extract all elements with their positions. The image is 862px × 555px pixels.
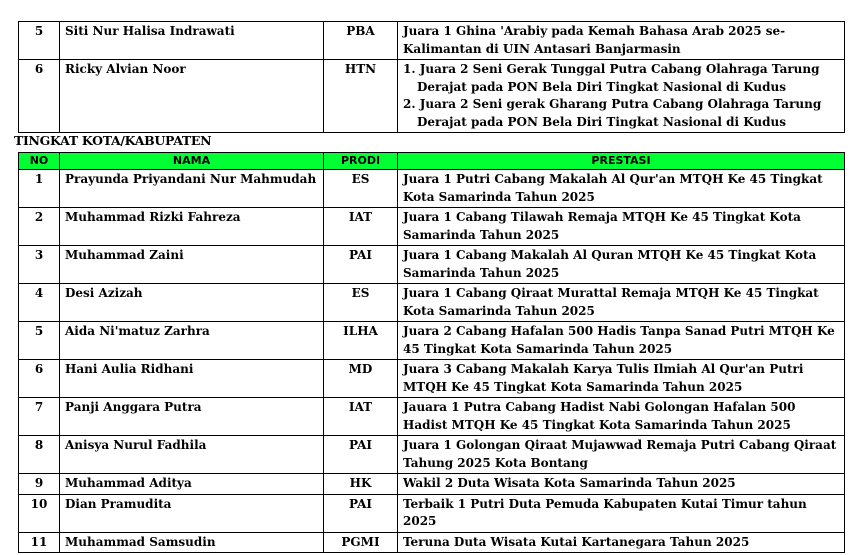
study-program: ES — [324, 170, 398, 208]
study-program: IAT — [324, 398, 398, 436]
achievement: Teruna Duta Wisata Kutai Kartanegara Tahun 2025 — [398, 532, 845, 553]
section-title: TINGKAT KOTA/KABUPATEN — [14, 133, 212, 148]
table-row — [19, 170, 845, 208]
row-number: 8 — [19, 436, 60, 474]
achievement: Juara 1 Cabang Tilawah Remaja MTQH Ke 45 Tingkat Kota Samarinda Tahun 2025 — [398, 208, 845, 246]
student-name: Muhammad Rizki Fahreza — [60, 208, 324, 246]
header-no: NO — [19, 153, 60, 170]
table-row — [19, 398, 845, 436]
achievement: Wakil 2 Duta Wisata Kota Samarinda Tahun 2025 — [398, 474, 845, 495]
table-row — [19, 474, 845, 495]
achievement: Juara 1 Ghina 'Arabiy pada Kemah Bahasa Arab 2025 se-Kalimantan di UIN Antasari Banjarmasin — [398, 22, 845, 60]
city-regency-achievements-table — [18, 152, 845, 553]
header-prodi: PRODI — [324, 153, 398, 170]
student-name: Aida Ni'matuz Zarhra — [60, 322, 324, 360]
row-number: 7 — [19, 398, 60, 436]
achievement: Juara 1 Cabang Makalah Al Quran MTQH Ke 45 Tingkat Kota Samarinda Tahun 2025 — [398, 246, 845, 284]
study-program: PAI — [324, 494, 398, 532]
achievement: Jauara 1 Putra Cabang Hadist Nabi Golongan Hafalan 500 Hadist MTQH Ke 45 Tingkat Kota Samarinda Tahun 2025 — [398, 398, 845, 436]
study-program: PGMI — [324, 532, 398, 553]
row-number: 3 — [19, 246, 60, 284]
table-header-row — [19, 153, 845, 170]
achievement-item: 1. Juara 2 Seni Gerak Tunggal Putra Cabang Olahraga Tarung Derajat pada PON Bela Diri Tingkat Nasional di Kudus — [403, 62, 820, 94]
achievement: Juara 2 Cabang Hafalan 500 Hadis Tanpa Sanad Putri MTQH Ke 45 Tingkat Kota Samarinda Tahun 2025 — [398, 322, 845, 360]
header-prestasi: PRESTASI — [398, 153, 845, 170]
table-row — [19, 284, 845, 322]
study-program: PAI — [324, 436, 398, 474]
achievement-list — [398, 60, 845, 133]
study-program: HTN — [324, 60, 398, 133]
row-number: 9 — [19, 474, 60, 495]
row-number: 2 — [19, 208, 60, 246]
achievement-item: 2. Juara 2 Seni gerak Gharang Putra Cabang Olahraga Tarung Derajat pada PON Bela Diri Tingkat Nasional di Kudus — [403, 97, 822, 129]
table-row — [19, 322, 845, 360]
student-name: Dian Pramudita — [60, 494, 324, 532]
student-name: Hani Aulia Ridhani — [60, 360, 324, 398]
achievement: Terbaik 1 Putri Duta Pemuda Kabupaten Kutai Timur tahun 2025 — [398, 494, 845, 532]
study-program: PAI — [324, 246, 398, 284]
achievement: Juara 1 Golongan Qiraat Mujawwad Remaja Putri Cabang Qiraat Tahung 2025 Kota Bontang — [398, 436, 845, 474]
row-number: 11 — [19, 532, 60, 553]
national-achievements-table — [18, 21, 845, 133]
student-name: Desi Azizah — [60, 284, 324, 322]
table-row — [19, 494, 845, 532]
student-name: Muhammad Samsudin — [60, 532, 324, 553]
row-number: 1 — [19, 170, 60, 208]
row-number: 6 — [19, 360, 60, 398]
row-number: 5 — [19, 22, 60, 60]
achievement: Juara 1 Cabang Qiraat Murattal Remaja MTQH Ke 45 Tingkat Kota Samarinda Tahun 2025 — [398, 284, 845, 322]
student-name: Ricky Alvian Noor — [60, 60, 324, 133]
table-row — [19, 22, 845, 60]
student-name: Anisya Nurul Fadhila — [60, 436, 324, 474]
student-name: Siti Nur Halisa Indrawati — [60, 22, 324, 60]
student-name: Muhammad Zaini — [60, 246, 324, 284]
table-row — [19, 532, 845, 553]
row-number: 6 — [19, 60, 60, 133]
student-name: Muhammad Aditya — [60, 474, 324, 495]
student-name: Prayunda Priyandani Nur Mahmudah — [60, 170, 324, 208]
header-nama: NAMA — [60, 153, 324, 170]
study-program: PBA — [324, 22, 398, 60]
table-row — [19, 60, 845, 133]
study-program: IAT — [324, 208, 398, 246]
table-row — [19, 436, 845, 474]
row-number: 5 — [19, 322, 60, 360]
table-row — [19, 360, 845, 398]
study-program: HK — [324, 474, 398, 495]
achievement: Juara 3 Cabang Makalah Karya Tulis Ilmiah Al Qur'an Putri MTQH Ke 45 Tingkat Kota Samarinda Tahun 2025 — [398, 360, 845, 398]
study-program: MD — [324, 360, 398, 398]
table-row — [19, 208, 845, 246]
study-program: ES — [324, 284, 398, 322]
row-number: 10 — [19, 494, 60, 532]
study-program: ILHA — [324, 322, 398, 360]
table-row — [19, 246, 845, 284]
student-name: Panji Anggara Putra — [60, 398, 324, 436]
achievement: Juara 1 Putri Cabang Makalah Al Qur'an MTQH Ke 45 Tingkat Kota Samarinda Tahun 2025 — [398, 170, 845, 208]
row-number: 4 — [19, 284, 60, 322]
